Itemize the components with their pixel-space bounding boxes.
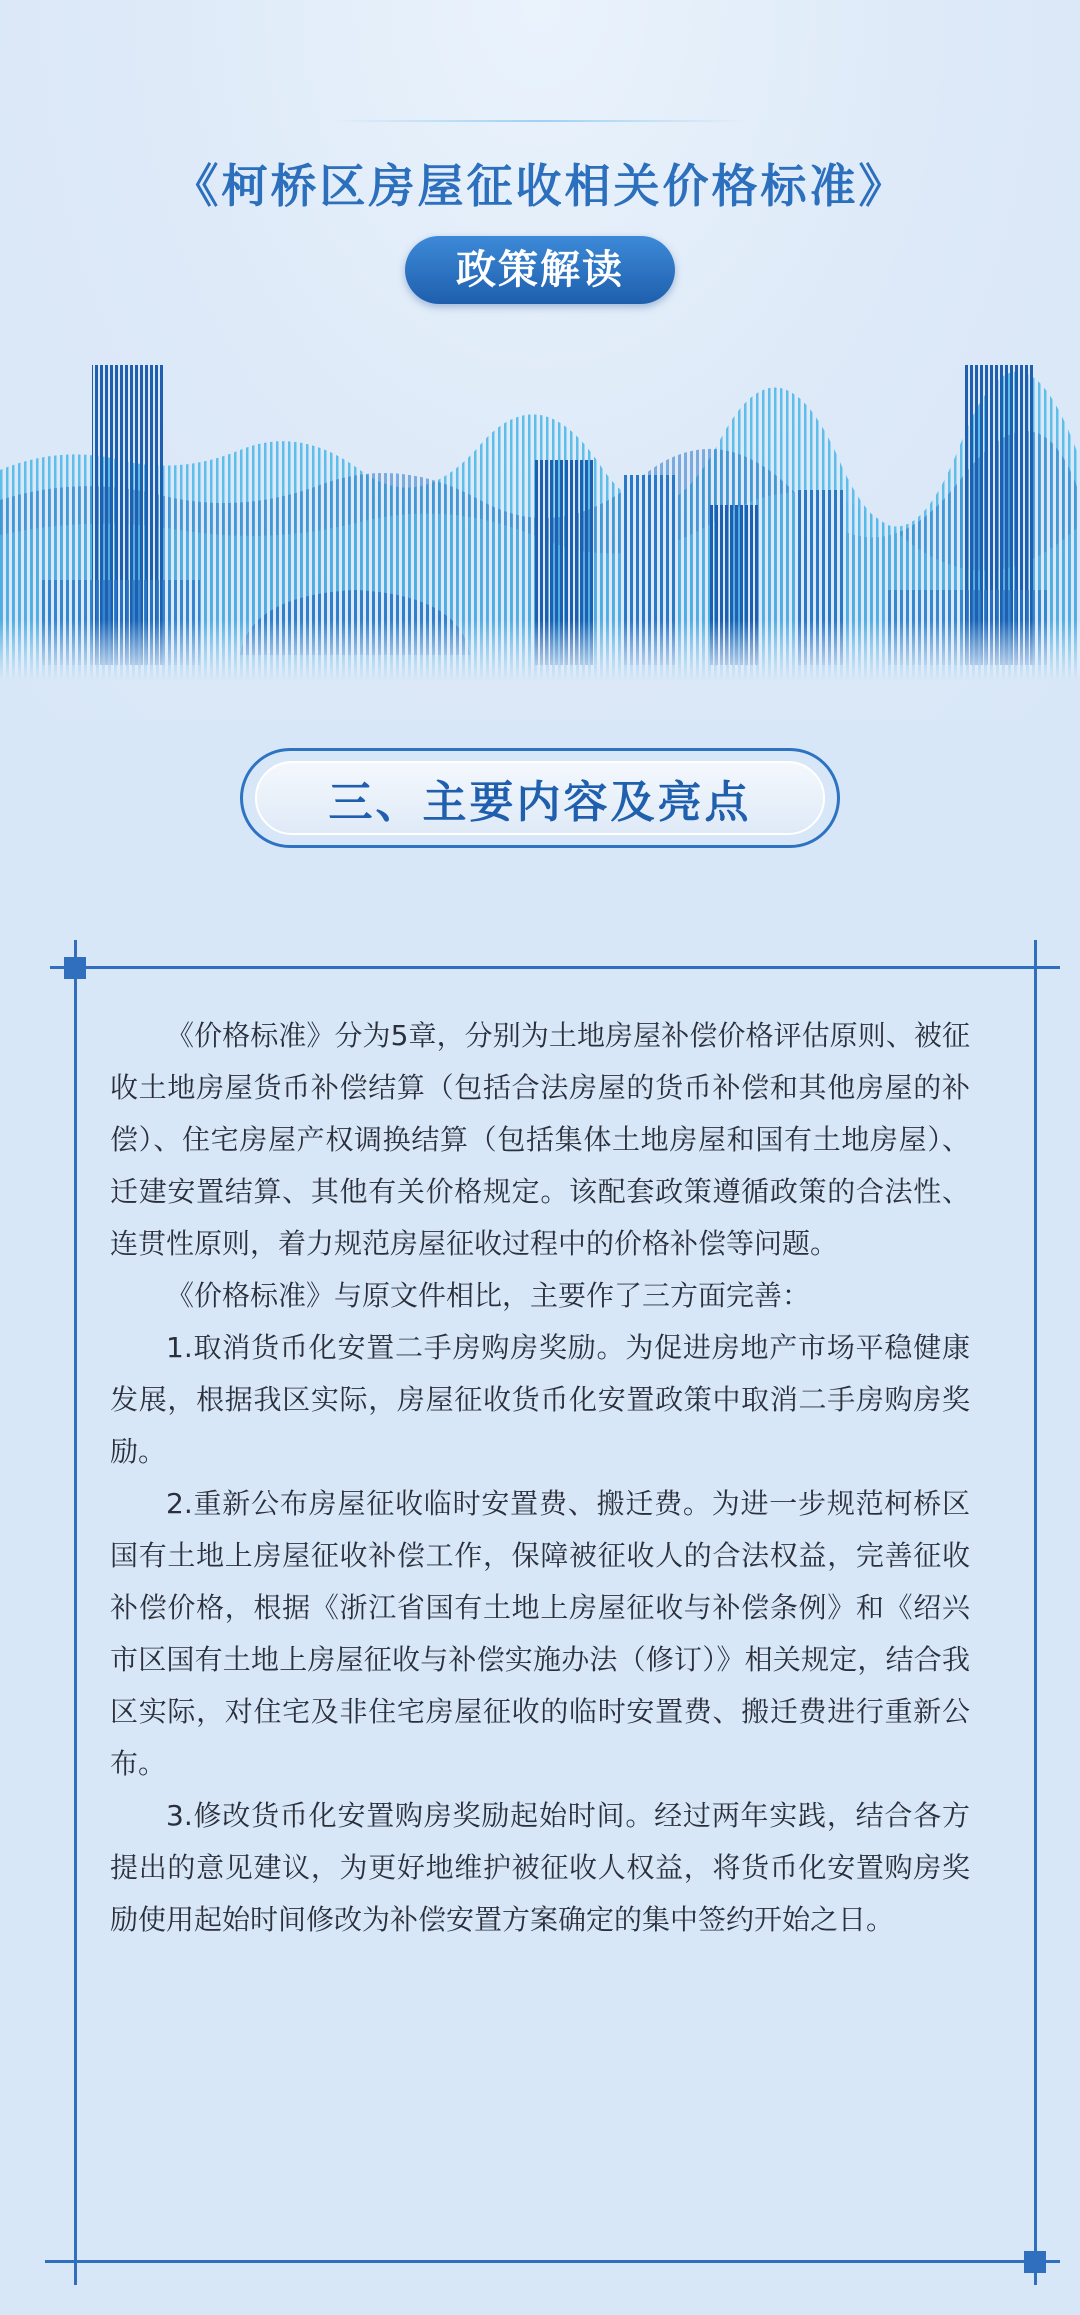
skyline-illustration	[0, 350, 1080, 680]
section-heading-badge	[240, 748, 840, 848]
subtitle-badge: 政策解读	[405, 236, 675, 304]
frame-top-line	[50, 966, 1060, 969]
content-body	[110, 1010, 970, 1946]
header-decor-line	[330, 120, 750, 122]
paragraph-summary: 《价格标准》与原文件相比，主要作了三方面完善：	[166, 1279, 811, 1312]
frame-bottom-line	[45, 2260, 1060, 2263]
section-heading: 三、主要内容及亮点	[255, 761, 825, 835]
page-title: 《柯桥区房屋征收相关价格标准》	[172, 159, 908, 213]
frame-corner-top-left	[64, 957, 86, 979]
frame-right-line	[1034, 940, 1037, 2285]
paragraph-point-3: 3.修改货币化安置购房奖励起始时间。经过两年实践，结合各方提出的意见建议，为更好地维护被征收人权益，将货币化安置购房奖励使用起始时间修改为补偿安置方案确定的集中签约开始之日。	[110, 1799, 970, 1936]
paragraph-point-2: 2.重新公布房屋征收临时安置费、搬迁费。为进一步规范柯桥区国有土地上房屋征收补偿工作，保障被征收人的合法权益，完善征收补偿价格，根据《浙江省国有土地上房屋征收与补偿条例》和《绍兴市区国有土地上房屋征收与补偿实施办法（修订）》相关规定，结合我区实际，对住宅及非住宅房屋征收的临时安置费、搬迁费进行重新公布。	[110, 1487, 970, 1780]
paragraph-intro: 《价格标准》分为5章，分别为土地房屋补偿价格评估原则、被征收土地房屋货币补偿结算（包括合法房屋的货币补偿和其他房屋的补偿）、住宅房屋产权调换结算（包括集体土地房屋和国有土地房屋）、迁建安置结算、其他有关价格规定。该配套政策遵循政策的合法性、连贯性原则，着力规范房屋征收过程中的价格补偿等问题。	[110, 1019, 970, 1260]
frame-corner-bottom-right	[1024, 2251, 1046, 2273]
frame-left-line	[74, 940, 77, 2285]
paragraph-point-1: 1.取消货币化安置二手房购房奖励。为促进房地产市场平稳健康发展，根据我区实际，房屋征收货币化安置政策中取消二手房购房奖励。	[110, 1331, 970, 1468]
